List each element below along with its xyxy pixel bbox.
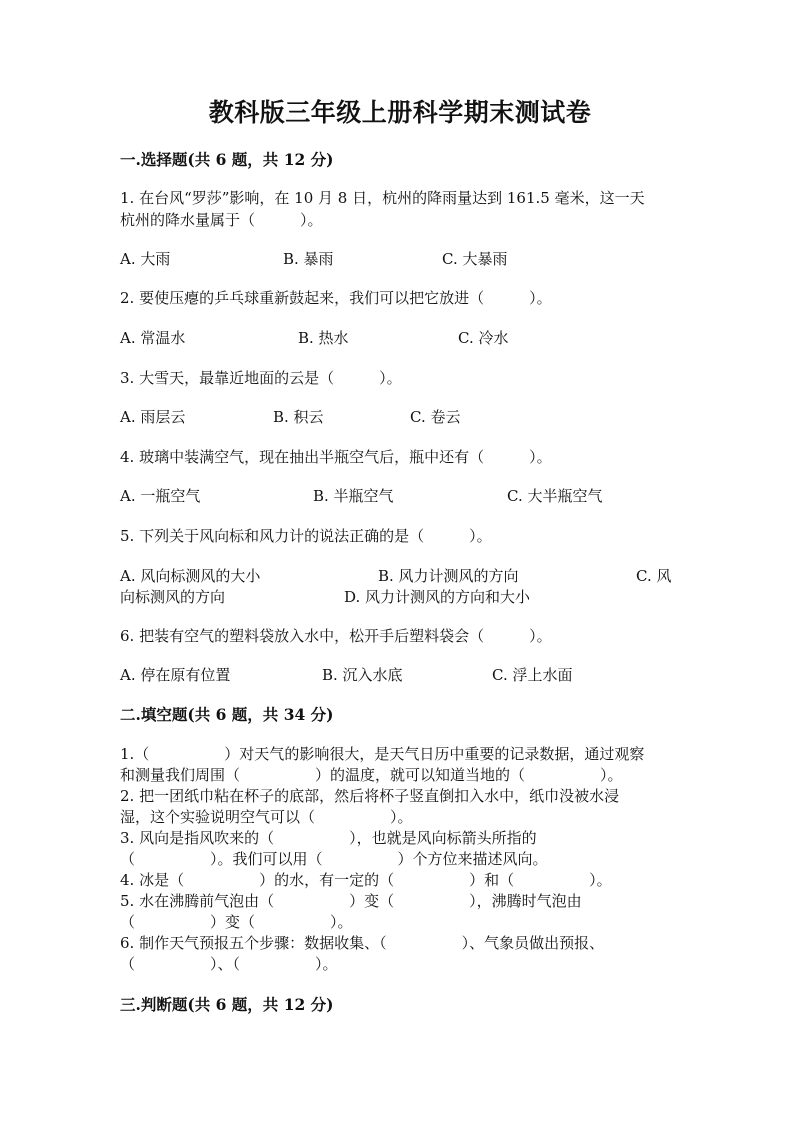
section-heading-judge: 三.判断题(共 6 题，共 12 分) [120,995,334,1014]
question-5-option-b: B. 风力计测风的方向 [378,567,519,585]
question-3-line-1: 3. 大雪天，最靠近地面的云是（ ）。 [120,369,402,387]
fill-line-9: （ ）变（ ）。 [120,913,353,931]
question-1-option-a: A. 大雨 [120,250,171,268]
question-1-line-1: 1. 在台风“罗莎”影响，在 10 月 8 日，杭州的降雨量达到 161.5 毫米，这一天 [120,189,645,207]
question-2-option-b: B. 热水 [298,329,349,347]
question-5-option-c-end: 向标测风的方向 [120,588,226,606]
question-5-option-a: A. 风向标测风的大小 [120,567,261,585]
question-3-option-a: A. 雨层云 [120,408,186,426]
exam-title: 教科版三年级上册科学期末测试卷 [208,98,592,127]
question-6-option-a: A. 停在原有位置 [120,666,231,684]
question-1-line-2: 杭州的降水量属于（ ）。 [120,211,323,229]
fill-line-3: 2. 把一团纸巾粘在杯子的底部，然后将杯子竖直倒扣入水中，纸巾没被水浸 [120,787,620,805]
fill-line-8: 5. 水在沸腾前气泡由（ ）变（ ），沸腾时气泡由 [120,892,582,910]
question-6-option-c: C. 浮上水面 [492,666,573,684]
question-4-option-a: A. 一瓶空气 [120,487,201,505]
fill-line-7: 4. 冰是（ ）的水，有一定的（ ）和（ ）。 [120,871,612,889]
question-2-line-1: 2. 要使压瘪的乒乓球重新鼓起来，我们可以把它放进（ ）。 [120,289,552,307]
question-3-option-c: C. 卷云 [410,408,461,426]
fill-line-2: 和测量我们周围（ ）的温度，就可以知道当地的（ ）。 [120,766,623,784]
question-5-option-c-start: C. 风 [636,567,672,585]
question-6-option-b: B. 沉入水底 [322,666,403,684]
question-1-option-c: C. 大暴雨 [442,250,508,268]
question-2-option-c: C. 冷水 [458,329,509,347]
question-4-option-b: B. 半瓶空气 [313,487,394,505]
question-5-line-1: 5. 下列关于风向标和风力计的说法正确的是（ ）。 [120,527,492,545]
fill-line-11: （ ）、（ ）。 [120,955,338,973]
section-heading-fill: 二.填空题(共 6 题，共 34 分) [120,705,334,724]
fill-line-6: （ ）。我们可以用（ ）个方位来描述风向。 [120,850,548,868]
question-5-option-d: D. 风力计测风的方向和大小 [344,588,531,606]
fill-line-4: 湿，这个实验说明空气可以（ ）。 [120,808,413,826]
question-3-option-b: B. 积云 [273,408,324,426]
question-1-option-b: B. 暴雨 [283,250,334,268]
fill-line-5: 3. 风向是指风吹来的（ ），也就是风向标箭头所指的 [120,829,537,847]
question-2-option-a: A. 常温水 [120,329,186,347]
fill-line-1: 1.（ ）对天气的影响很大，是天气日历中重要的记录数据，通过观察 [120,745,645,763]
section-heading-choice: 一.选择题(共 6 题，共 12 分) [120,150,334,169]
question-4-line-1: 4. 玻璃中装满空气，现在抽出半瓶空气后，瓶中还有（ ）。 [120,448,552,466]
question-4-option-c: C. 大半瓶空气 [507,487,603,505]
fill-line-10: 6. 制作天气预报五个步骤：数据收集、（ ）、气象员做出预报、 [120,934,605,952]
question-6-line-1: 6. 把装有空气的塑料袋放入水中，松开手后塑料袋会（ ）。 [120,627,552,645]
